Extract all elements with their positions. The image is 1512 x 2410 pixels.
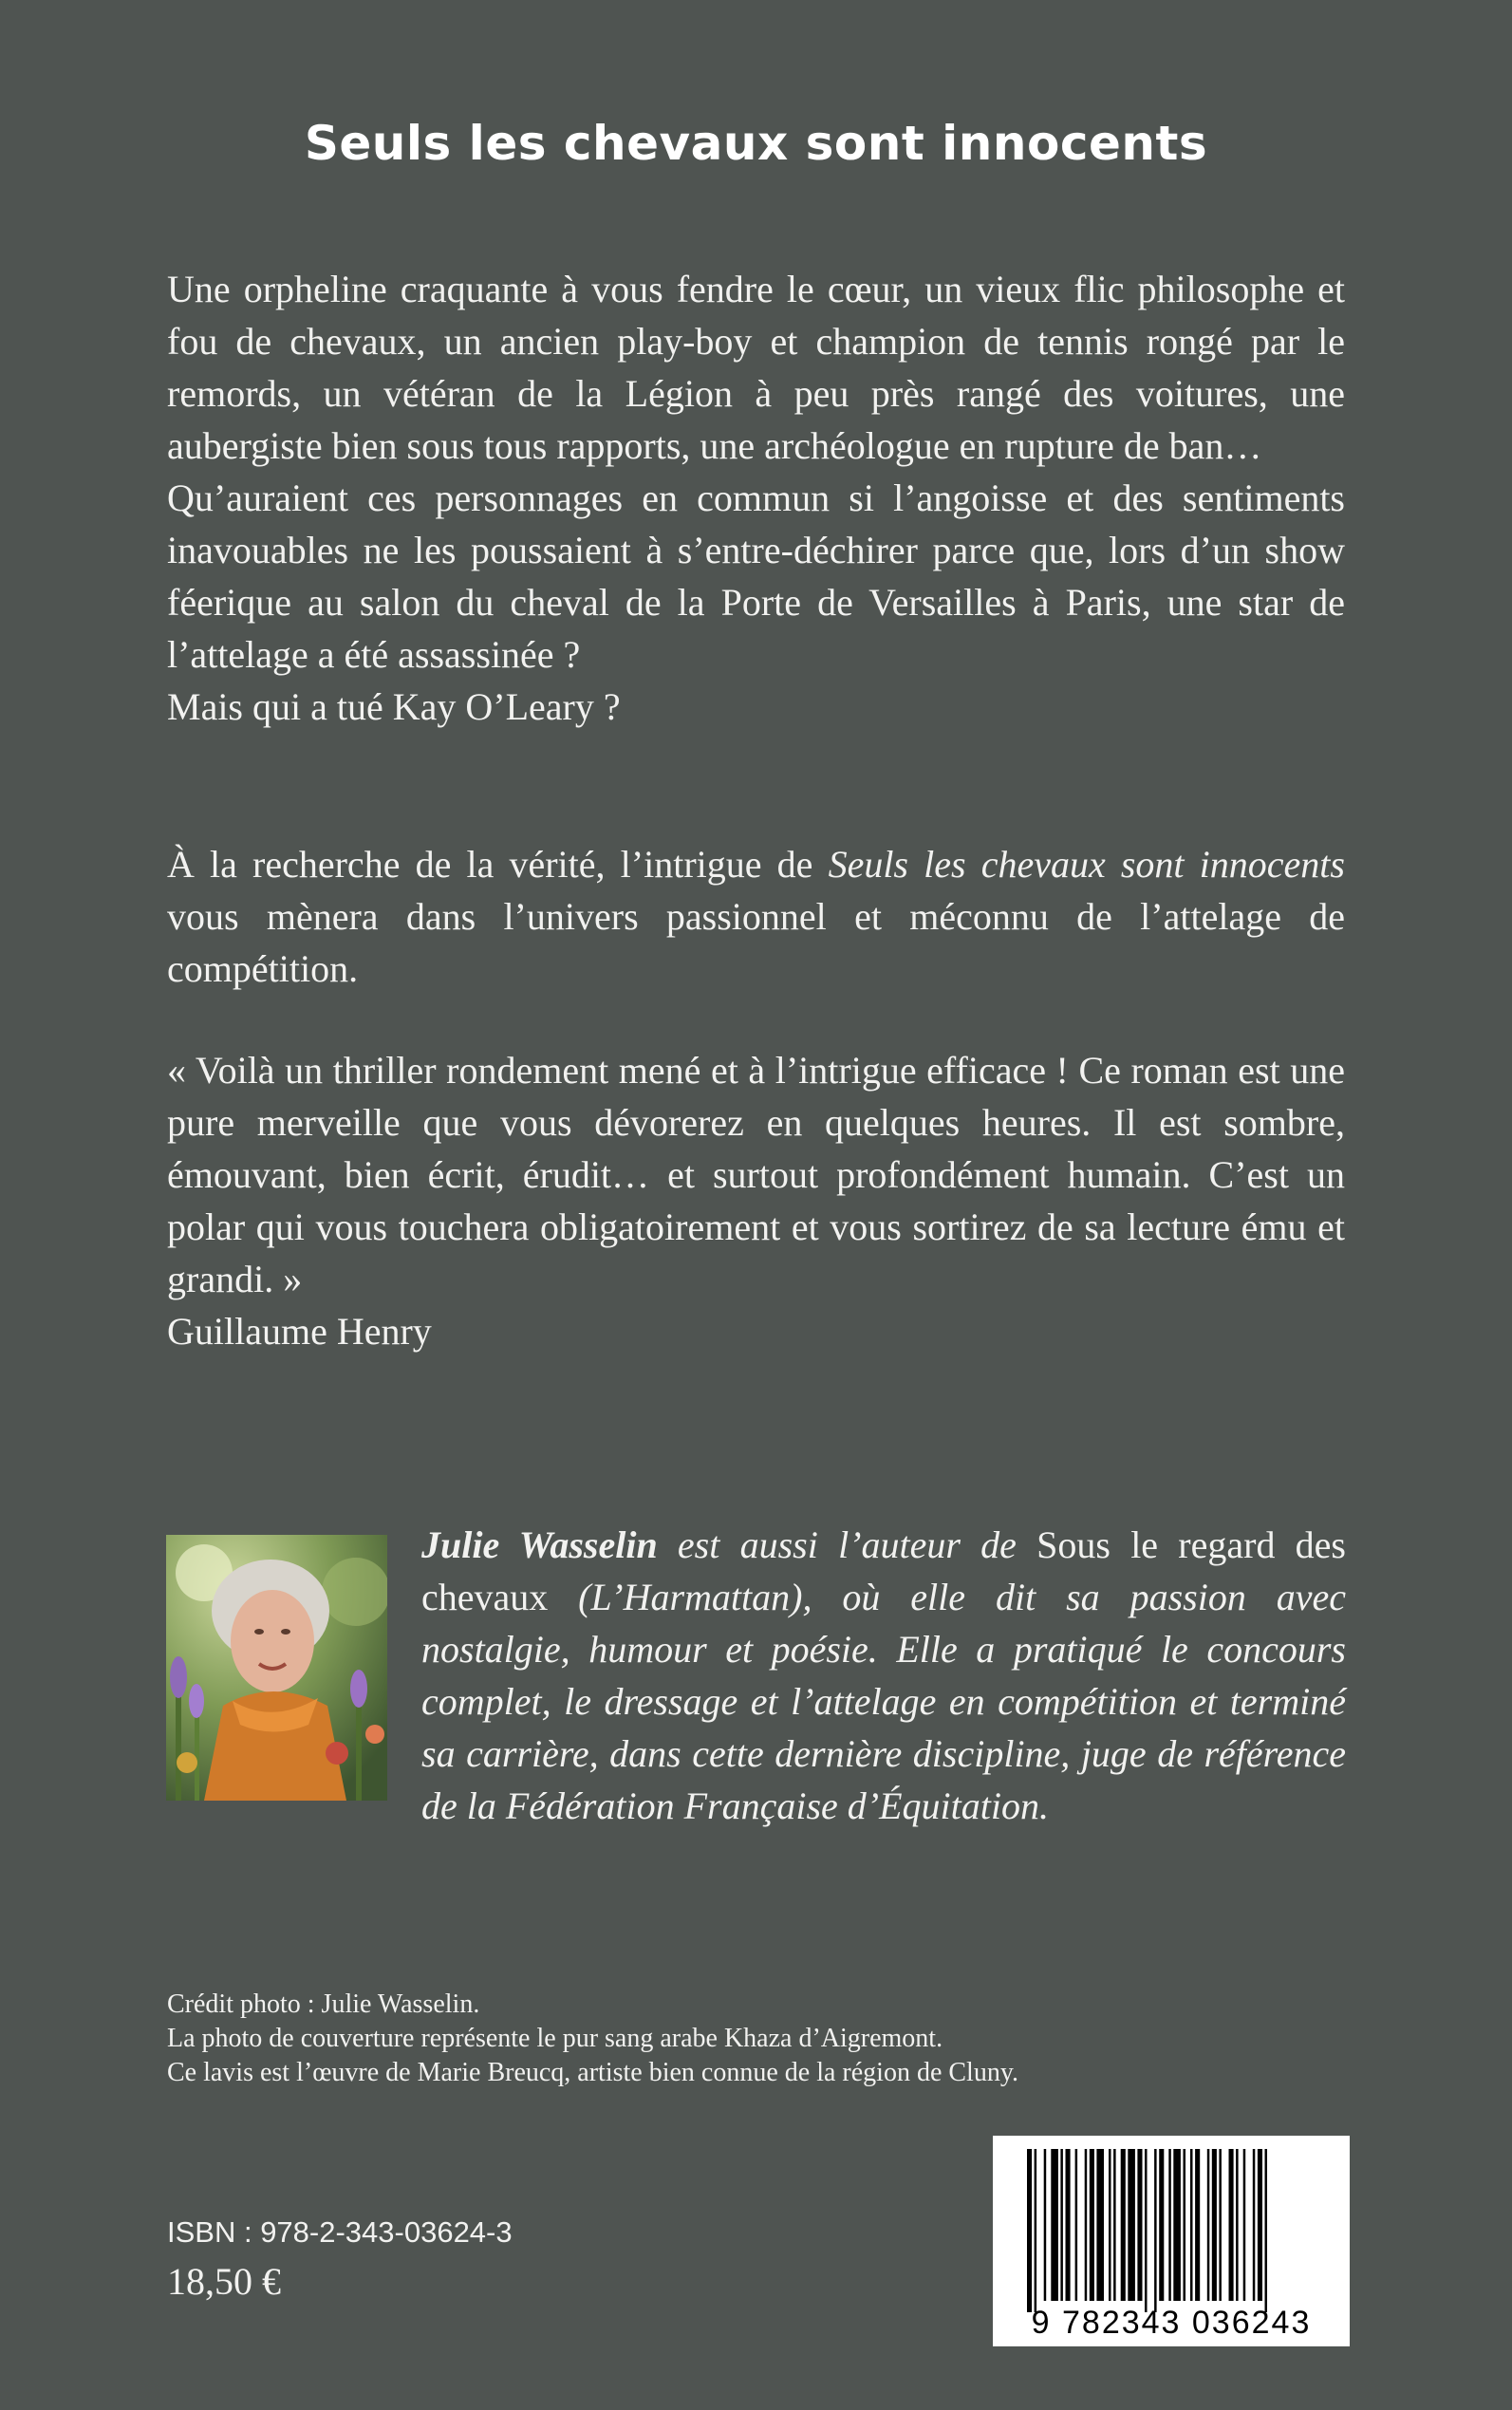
teaser-tail: vous mènera dans l’univers passionnel et méconnu de l’attelage de compétition. bbox=[167, 895, 1345, 990]
barcode-bar bbox=[1154, 2149, 1157, 2312]
credit-photo: Crédit photo : Julie Wasselin. bbox=[167, 1990, 480, 2019]
barcode-bar bbox=[1190, 2149, 1193, 2301]
author-bio-part2: (L’Harmattan), où elle dit sa passion avec nostalgie, humour et poésie. Elle a pratiqué le concours complet, le dressage et l’attelage en compétition et terminé sa carrière, dans cette dernière discipline, juge de référence de la Fédération Française d’Équitation. bbox=[421, 1576, 1346, 1827]
barcode-bar bbox=[1243, 2149, 1246, 2301]
barcode-bar bbox=[1236, 2149, 1239, 2301]
synopsis-paragraph-3: Mais qui a tué Kay O’Leary ? bbox=[167, 685, 621, 728]
barcode-bar bbox=[1027, 2149, 1032, 2312]
barcode-bar bbox=[1085, 2149, 1088, 2301]
review-quote: « Voilà un thriller rondement mené et à l’intrigue efficace ! Ce roman est une pure merveille que vous dévorerez en quelques heures. Il est sombre, émouvant, bien écrit, érudit… et surtout profondément humain. C’est un polar qui vous touchera obligatoirement et vous sortirez de sa lecture ému et grandi. » bbox=[167, 1049, 1345, 1300]
barcode-bar bbox=[1168, 2149, 1171, 2301]
barcode-digits: 9 782343 036243 bbox=[1031, 2305, 1312, 2341]
teaser bbox=[167, 838, 1345, 995]
barcode-bar bbox=[1121, 2149, 1126, 2301]
synopsis-paragraph-1: Une orpheline craquante à vous fendre le cœur, un vieux flic philosophe et fou de chevaux, un ancien play-boy et champion de tennis rongé par le remords, un vétéran de la Légion à peu près rangé des voitures, une aubergiste bien sous tous rapports, une archéologue en rupture de ban… bbox=[167, 268, 1345, 467]
credit-cover: La photo de couverture représente le pur sang arabe Khaza d’Aigremont. bbox=[167, 2024, 943, 2053]
barcode-bar bbox=[1035, 2149, 1037, 2312]
author-portrait-photo-icon bbox=[166, 1535, 387, 1801]
barcode-bar bbox=[1145, 2149, 1148, 2312]
barcode-bar bbox=[1075, 2149, 1078, 2301]
barcode-bar bbox=[1229, 2149, 1234, 2301]
barcode-bar bbox=[1137, 2149, 1142, 2301]
barcode-bar bbox=[1253, 2149, 1256, 2301]
barcode-bar bbox=[1195, 2149, 1200, 2301]
barcode-bar bbox=[1044, 2149, 1047, 2301]
author-other-book: Sous le regard des chevaux bbox=[421, 1523, 1346, 1618]
teaser-paragraph bbox=[167, 838, 1345, 995]
barcode-bar bbox=[1090, 2149, 1094, 2301]
credits bbox=[167, 1988, 1211, 2090]
barcode-bar bbox=[1066, 2149, 1071, 2301]
book-title: Seuls les chevaux sont innocents bbox=[304, 116, 1208, 171]
synopsis-paragraph-2: Qu’auraient ces personnages en commun si l’angoisse et des sentiments inavouables ne les poussaient à s’entre-déchirer parce que, lors d’un show féerique au salon du cheval de la Porte de Versailles à Paris, une star de l’attelage a été assassinée ? bbox=[167, 476, 1345, 676]
barcode bbox=[993, 2136, 1350, 2346]
author-bio bbox=[421, 1519, 1346, 1832]
barcode-bar bbox=[1060, 2149, 1063, 2301]
barcode-bar bbox=[1212, 2149, 1217, 2301]
barcode-bar bbox=[1051, 2149, 1058, 2301]
credit-lavis: Ce lavis est l’œuvre de Marie Breucq, artiste bien connue de la région de Cluny. bbox=[167, 2058, 1019, 2087]
barcode-bar bbox=[1265, 2149, 1268, 2312]
review bbox=[167, 1044, 1345, 1357]
author-bio-part1: est aussi l’auteur de bbox=[657, 1523, 1037, 1566]
synopsis bbox=[167, 263, 1345, 733]
teaser-lead: À la recherche de la vérité, l’intrigue de bbox=[167, 843, 829, 886]
barcode-bar bbox=[1207, 2149, 1210, 2301]
barcode-bar bbox=[1113, 2149, 1116, 2301]
barcode-bar bbox=[1219, 2149, 1222, 2301]
teaser-book-title: Seuls les chevaux sont innocents bbox=[828, 843, 1345, 886]
barcode-bar bbox=[1184, 2149, 1186, 2301]
barcode-bar bbox=[1173, 2149, 1181, 2301]
isbn: ISBN : 978-2-343-03624-3 bbox=[167, 2215, 513, 2249]
author-photo bbox=[166, 1535, 387, 1801]
review-author: Guillaume Henry bbox=[167, 1310, 432, 1353]
barcode-bar bbox=[1128, 2149, 1135, 2301]
author-name: Julie Wasselin bbox=[421, 1523, 658, 1566]
barcode-bar bbox=[1258, 2149, 1262, 2301]
barcode-bar bbox=[1096, 2149, 1104, 2301]
barcode-bar bbox=[1159, 2149, 1164, 2301]
price: 18,50 € bbox=[167, 2260, 281, 2303]
barcode-bar bbox=[1109, 2149, 1111, 2301]
